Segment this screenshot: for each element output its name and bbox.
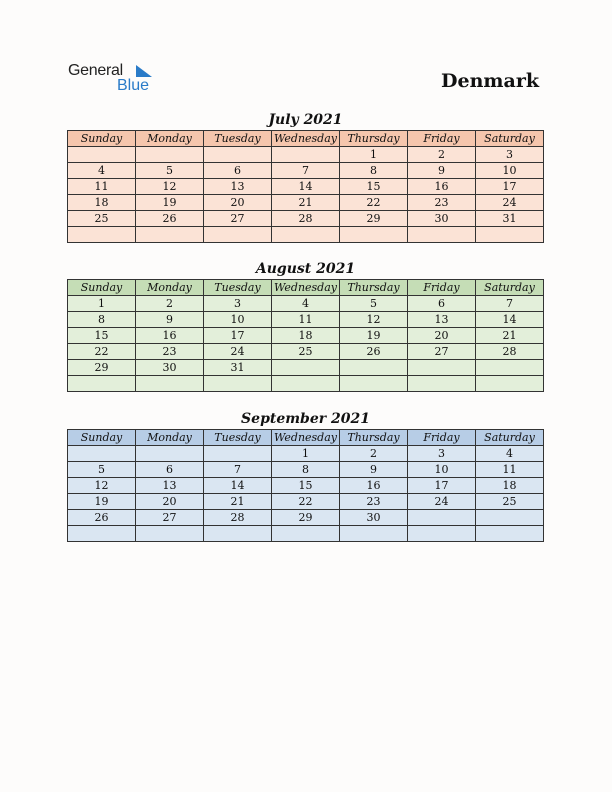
logo-triangle-icon [136,65,152,77]
day-cell [340,526,408,542]
day-cell: 5 [68,462,136,478]
month-grid [67,279,544,392]
day-cell: 27 [136,510,204,526]
day-cell: 10 [408,462,476,478]
day-cell: 4 [476,446,544,462]
day-cell: 18 [68,195,136,211]
week-row [68,328,544,344]
weekday-header-row [68,430,544,446]
day-cell: 15 [68,328,136,344]
day-cell: 8 [68,312,136,328]
day-cell: 13 [136,478,204,494]
day-cell: 21 [272,195,340,211]
day-cell: 22 [340,195,408,211]
week-row [68,296,544,312]
weekday-header: Thursday [340,131,408,147]
day-cell [204,227,272,243]
day-cell [408,360,476,376]
weekday-header: Wednesday [272,131,340,147]
weekday-header: Tuesday [204,131,272,147]
day-cell: 9 [340,462,408,478]
day-cell [136,526,204,542]
week-row [68,211,544,227]
calendar-month-september [67,410,544,542]
weekday-header-row [68,131,544,147]
week-row [68,227,544,243]
day-cell: 20 [204,195,272,211]
day-cell: 30 [340,510,408,526]
day-cell: 24 [408,494,476,510]
weekday-header: Friday [408,430,476,446]
logo [68,62,168,96]
week-row [68,462,544,478]
weekday-header: Tuesday [204,430,272,446]
day-cell [408,510,476,526]
day-cell: 23 [408,195,476,211]
weekday-header: Thursday [340,430,408,446]
month-grid [67,130,544,243]
week-row [68,179,544,195]
day-cell: 28 [476,344,544,360]
day-cell: 1 [68,296,136,312]
day-cell [476,227,544,243]
day-cell: 3 [476,147,544,163]
weekday-header: Sunday [68,280,136,296]
day-cell: 12 [68,478,136,494]
day-cell: 5 [136,163,204,179]
weekday-header: Tuesday [204,280,272,296]
day-cell: 14 [476,312,544,328]
day-cell: 7 [476,296,544,312]
weekday-header: Wednesday [272,430,340,446]
day-cell [204,446,272,462]
day-cell: 8 [272,462,340,478]
day-cell [68,227,136,243]
day-cell: 4 [68,163,136,179]
weekday-header: Saturday [476,280,544,296]
day-cell: 2 [136,296,204,312]
day-cell: 26 [136,211,204,227]
day-cell: 25 [476,494,544,510]
day-cell: 16 [408,179,476,195]
day-cell: 8 [340,163,408,179]
day-cell: 10 [476,163,544,179]
day-cell: 1 [340,147,408,163]
day-cell [272,227,340,243]
calendar-month-july [67,111,544,243]
day-cell: 19 [340,328,408,344]
logo-text-general: General [68,62,123,79]
weekday-header: Monday [136,131,204,147]
day-cell: 3 [408,446,476,462]
week-row [68,344,544,360]
day-cell [476,510,544,526]
day-cell: 21 [204,494,272,510]
weekday-header: Saturday [476,131,544,147]
day-cell: 17 [204,328,272,344]
day-cell: 4 [272,296,340,312]
country-title: Denmark [441,70,539,92]
weekday-header: Friday [408,131,476,147]
day-cell: 10 [204,312,272,328]
day-cell: 20 [136,494,204,510]
day-cell: 28 [272,211,340,227]
day-cell [68,446,136,462]
weekday-header: Sunday [68,430,136,446]
day-cell [136,227,204,243]
week-row [68,312,544,328]
day-cell: 5 [340,296,408,312]
day-cell: 21 [476,328,544,344]
day-cell [204,147,272,163]
day-cell: 16 [340,478,408,494]
day-cell [68,376,136,392]
day-cell: 18 [272,328,340,344]
day-cell [476,526,544,542]
day-cell: 12 [340,312,408,328]
day-cell: 11 [476,462,544,478]
day-cell: 11 [68,179,136,195]
day-cell [272,360,340,376]
weekday-header: Sunday [68,131,136,147]
day-cell [136,147,204,163]
day-cell: 7 [204,462,272,478]
day-cell: 3 [204,296,272,312]
day-cell: 29 [272,510,340,526]
day-cell: 15 [340,179,408,195]
day-cell: 26 [340,344,408,360]
day-cell: 17 [476,179,544,195]
day-cell: 9 [136,312,204,328]
day-cell [136,376,204,392]
day-cell: 23 [340,494,408,510]
day-cell [204,526,272,542]
day-cell: 31 [204,360,272,376]
day-cell: 12 [136,179,204,195]
day-cell [408,376,476,392]
week-row [68,195,544,211]
week-row [68,478,544,494]
day-cell: 16 [136,328,204,344]
day-cell [136,446,204,462]
day-cell: 14 [204,478,272,494]
day-cell [408,526,476,542]
month-title: July 2021 [268,112,343,128]
day-cell: 2 [340,446,408,462]
day-cell: 6 [408,296,476,312]
week-row [68,494,544,510]
day-cell [68,526,136,542]
day-cell: 13 [204,179,272,195]
day-cell: 19 [136,195,204,211]
day-cell: 15 [272,478,340,494]
day-cell: 24 [204,344,272,360]
day-cell [408,227,476,243]
day-cell [476,376,544,392]
day-cell [340,360,408,376]
day-cell: 11 [272,312,340,328]
day-cell: 31 [476,211,544,227]
day-cell: 27 [408,344,476,360]
day-cell: 22 [272,494,340,510]
week-row [68,147,544,163]
day-cell: 1 [272,446,340,462]
day-cell: 30 [408,211,476,227]
day-cell: 30 [136,360,204,376]
week-row [68,510,544,526]
day-cell: 14 [272,179,340,195]
day-cell: 6 [136,462,204,478]
logo-text-blue: Blue [117,77,150,94]
day-cell: 22 [68,344,136,360]
week-row [68,163,544,179]
weekday-header: Thursday [340,280,408,296]
day-cell: 29 [340,211,408,227]
day-cell: 9 [408,163,476,179]
day-cell: 17 [408,478,476,494]
week-row [68,360,544,376]
day-cell [204,376,272,392]
day-cell: 6 [204,163,272,179]
day-cell [340,376,408,392]
day-cell: 20 [408,328,476,344]
weekday-header: Monday [136,280,204,296]
week-row [68,446,544,462]
day-cell [272,376,340,392]
calendar-month-august [67,260,544,392]
day-cell [476,360,544,376]
weekday-header-row [68,280,544,296]
week-row [68,376,544,392]
day-cell [272,147,340,163]
day-cell: 29 [68,360,136,376]
weekday-header: Friday [408,280,476,296]
day-cell: 25 [68,211,136,227]
day-cell [272,526,340,542]
day-cell: 18 [476,478,544,494]
day-cell [340,227,408,243]
week-row [68,526,544,542]
month-grid [67,429,544,542]
day-cell: 28 [204,510,272,526]
weekday-header: Wednesday [272,280,340,296]
month-title: September 2021 [241,411,370,427]
day-cell: 27 [204,211,272,227]
day-cell: 7 [272,163,340,179]
day-cell: 23 [136,344,204,360]
day-cell: 25 [272,344,340,360]
month-title: August 2021 [255,261,356,277]
weekday-header: Saturday [476,430,544,446]
day-cell: 2 [408,147,476,163]
day-cell [68,147,136,163]
day-cell: 19 [68,494,136,510]
day-cell: 24 [476,195,544,211]
weekday-header: Monday [136,430,204,446]
day-cell: 26 [68,510,136,526]
day-cell: 13 [408,312,476,328]
